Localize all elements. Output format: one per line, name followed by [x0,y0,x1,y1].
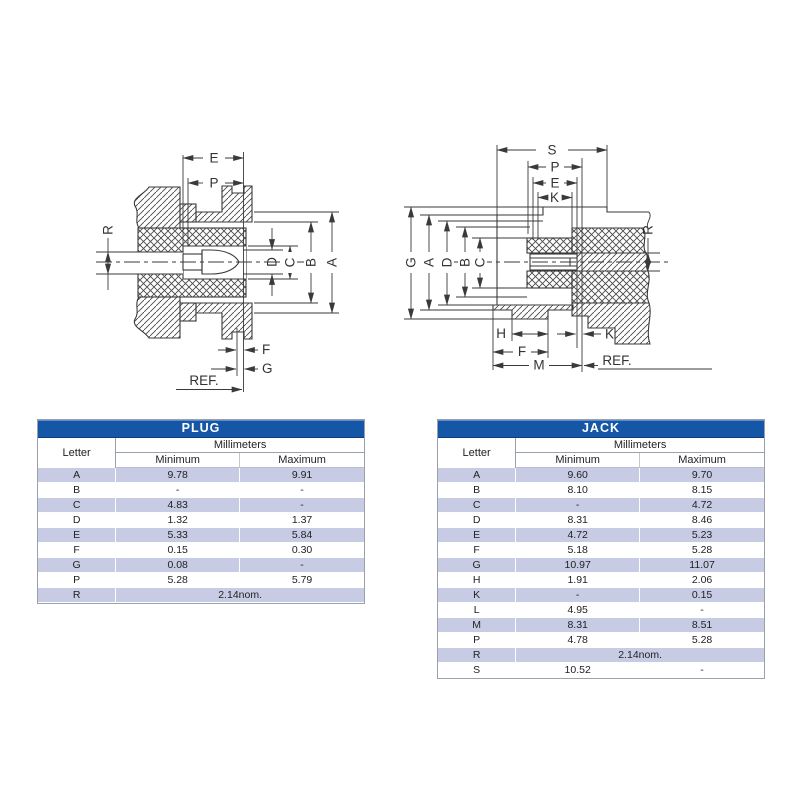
max-cell: 0.30 [240,543,364,558]
letter-header: Letter [38,438,116,468]
jack-dim-label-k-bottom: K [605,326,615,342]
max-cell: 5.28 [640,543,764,558]
span-cell: 2.14nom. [116,588,364,603]
plug-dim-label-p: P [209,175,219,191]
max-cell: - [240,558,364,573]
letter-cell: D [38,513,116,528]
max-header: Maximum [240,453,364,468]
max-cell: 5.79 [240,573,364,588]
min-cell: - [516,498,640,513]
letter-cell: B [438,483,516,498]
max-cell: - [240,498,364,513]
jack-dim-label-f: F [517,344,527,359]
table-row [38,528,364,543]
table-row [438,648,764,663]
table-row [438,543,764,558]
table-title-row [438,420,764,438]
plug-dim-label-g: G [262,361,273,376]
table-row [38,468,364,483]
min-cell: 4.72 [516,528,640,543]
jack-dim-label-e: E [550,175,560,191]
letter-cell: H [438,573,516,588]
letter-cell: C [438,498,516,513]
min-cell: 8.31 [516,618,640,633]
table-row [438,483,764,498]
min-cell: 5.18 [516,543,640,558]
table-row [438,573,764,588]
max-cell: 0.15 [640,588,764,603]
jack-dim-label-p: P [550,159,560,175]
span-cell: 2.14nom. [516,648,764,663]
jack-ref-label: REF. [602,353,632,368]
letter-cell: C [38,498,116,513]
plug-table-title: PLUG [38,420,364,438]
table-row [38,543,364,558]
letter-cell: L [438,603,516,618]
letter-cell: S [438,663,516,678]
plug-spec-table [37,419,365,604]
jack-spec-table [437,419,765,679]
max-cell: 8.46 [640,513,764,528]
min-cell: 5.28 [116,573,240,588]
table-row [438,558,764,573]
max-cell: 8.51 [640,618,764,633]
min-cell: 10.52 [516,663,640,678]
jack-dim-label-s: S [547,142,557,158]
jack-dim-label-b: B [457,257,473,268]
min-cell: 0.08 [116,558,240,573]
max-cell: - [640,603,764,618]
jack-dim-label-d: D [439,257,455,268]
letter-cell: K [438,588,516,603]
jack-dim-label-m: M [533,357,545,373]
table-row [438,633,764,648]
min-cell: - [116,483,240,498]
letter-cell: B [38,483,116,498]
jack-dim-label-k-top: K [549,190,560,205]
plug-ref-label: REF. [189,373,219,388]
table-row [38,558,364,573]
table-header-row [438,438,764,453]
table-row [438,513,764,528]
plug-dim-label-b: B [303,257,319,268]
table-row [38,498,364,513]
table-row [38,588,364,603]
min-header: Minimum [116,453,240,468]
jack-dim-label-r: R [640,225,656,235]
min-cell: 9.78 [116,468,240,483]
letter-cell: D [438,513,516,528]
table-row [438,498,764,513]
letter-cell: P [438,633,516,648]
letter-cell: A [38,468,116,483]
jack-dim-label-a: A [421,257,437,268]
min-cell: 8.31 [516,513,640,528]
units-header: Millimeters [116,438,364,453]
table-title-row [38,420,364,438]
table-row [438,528,764,543]
plug-dim-label-f: F [262,342,271,357]
letter-cell: R [438,648,516,663]
max-cell: - [240,483,364,498]
letter-cell: G [438,558,516,573]
plug-dim-label-e: E [209,150,219,166]
max-cell: 9.70 [640,468,764,483]
plug-dim-label-r: R [100,225,116,235]
max-cell: 2.06 [640,573,764,588]
letter-cell: E [38,528,116,543]
min-cell: 9.60 [516,468,640,483]
table-row [38,513,364,528]
max-cell: - [640,663,764,678]
min-cell: 1.32 [116,513,240,528]
letter-cell: E [438,528,516,543]
min-cell: 0.15 [116,543,240,558]
plug-dim-label-d: D [264,257,280,267]
letter-cell: F [38,543,116,558]
table-row [438,603,764,618]
table-row [438,588,764,603]
letter-header: Letter [438,438,516,468]
table-row [38,483,364,498]
min-cell: 4.83 [116,498,240,513]
table-row [38,573,364,588]
plug-dim-label-c: C [282,257,298,268]
table-header-row [38,438,364,453]
table-row [438,618,764,633]
letter-cell: M [438,618,516,633]
plug-dim-label-a: A [324,257,340,268]
max-cell: 5.84 [240,528,364,543]
jack-dim-label-h: H [496,326,506,341]
letter-cell: G [38,558,116,573]
min-cell: 8.10 [516,483,640,498]
max-cell: 11.07 [640,558,764,573]
letter-cell: F [438,543,516,558]
units-header: Millimeters [516,438,764,453]
max-cell: 9.91 [240,468,364,483]
jack-table-title: JACK [438,420,764,438]
table-row [438,468,764,483]
max-cell: 5.23 [640,528,764,543]
min-cell: 5.33 [116,528,240,543]
table-row [438,663,764,678]
letter-cell: R [38,588,116,603]
min-cell: - [516,588,640,603]
letter-cell: A [438,468,516,483]
min-cell: 1.91 [516,573,640,588]
min-header: Minimum [516,453,640,468]
letter-cell: P [38,573,116,588]
min-cell: 4.78 [516,633,640,648]
max-cell: 1.37 [240,513,364,528]
max-cell: 8.15 [640,483,764,498]
jack-dim-label-c: C [472,257,488,268]
jack-dim-label-g: G [403,257,419,268]
max-cell: 5.28 [640,633,764,648]
min-cell: 10.97 [516,558,640,573]
max-cell: 4.72 [640,498,764,513]
max-header: Maximum [640,453,764,468]
min-cell: 4.95 [516,603,640,618]
